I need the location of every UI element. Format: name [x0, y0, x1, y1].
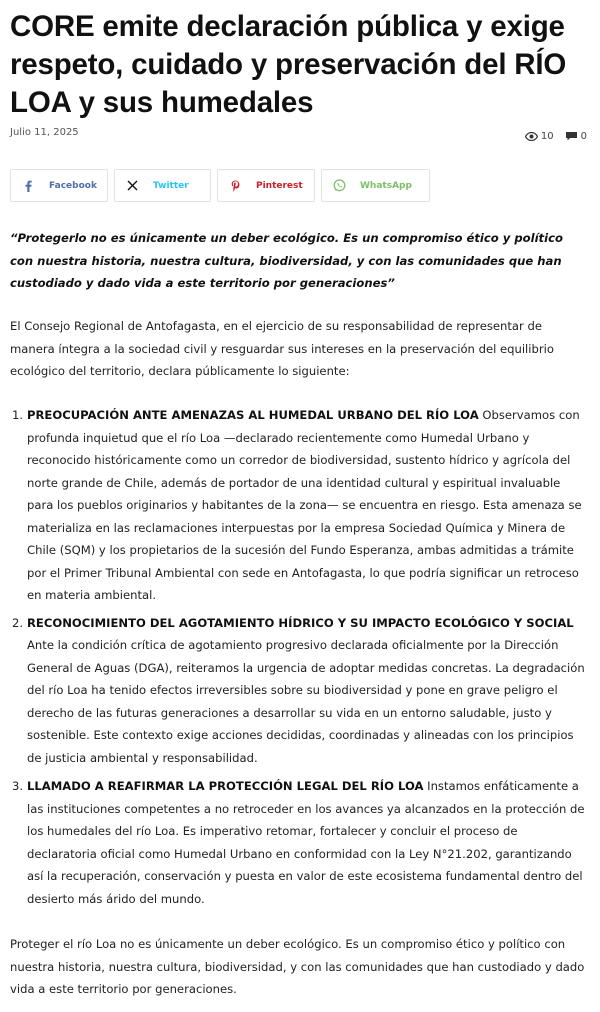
- list-item: [10, 612, 590, 770]
- share-pinterest-button[interactable]: [217, 169, 315, 202]
- article-title: CORE emite declaración pública y exige respeto, cuidado y preservación del RÍO LOA y sus humedales: [10, 10, 567, 119]
- share-whatsapp-label: WhatsApp: [360, 180, 412, 191]
- list-item-heading: RECONOCIMIENTO DEL AGOTAMIENTO HÍDRICO Y SU IMPACTO ECOLÓGICO Y SOCIAL: [27, 615, 574, 630]
- pinterest-icon: [218, 180, 252, 192]
- facebook-icon: [11, 180, 45, 192]
- article-meta: [10, 127, 590, 143]
- whatsapp-icon: [322, 179, 356, 192]
- list-item-text: Instamos enfáticamente a las instituciones competentes a no retroceder en los avances ya alcanzados en la protección de los humedales del río Loa. Es imperativo retomar, fortalecer y concluir el proceso de declaratoria oficial como Humedal Urbano en conformidad con la Ley N°21.202, garantizando así la recuperación, conservación y puesta en valor de este ecosistema fundamental dentro del desierto más árido del mundo.: [27, 779, 585, 906]
- views-count: 10: [540, 131, 554, 142]
- share-whatsapp-button[interactable]: [321, 169, 430, 202]
- list-item-heading: PREOCUPACIÓN ANTE AMENAZAS AL HUMEDAL URBANO DEL RÍO LOA: [27, 408, 479, 422]
- pull-quote: “Protegerlo no es únicamente un deber ecológico. Es un compromiso ético y político con nuestra historia, nuestra cultura, biodiversidad, y con las comunidades que han custodiado y dado vida a este territorio por generaciones”: [10, 231, 563, 290]
- list-item-number: 3.: [12, 779, 24, 793]
- list-item-text: Observamos con profunda inquietud que el río Loa —declarado recientemente como Humedal Urbano y reconocido históricamente como un corredor de biodiversidad, sustento hídrico y agrícola del norte grande de Chile, además de portador de una identidad cultural y espiritual invaluable para los pueblos originarios y habitantes de la zona— se encuentra en riesgo. Esta amenaza se materializa en las reclamaciones interpuestas por la empresa Sociedad Química y Minera de Chile (SQM) y los propietarios de la sucesión del Fundo Esperanza, ambas admitidas a trámite por el Primer Tribunal Ambiental con sede en Antofagasta, lo que podría significar un retroceso en materia ambiental.: [27, 408, 582, 602]
- closing-paragraph: Proteger el río Loa no es únicamente un deber ecológico. Es un compromiso ético y político con nuestra historia, nuestra cultura, biodiversidad, y con las comunidades que han custodiado y dado vida a este territorio por generaciones.: [10, 937, 585, 996]
- list-item-heading: LLAMADO A REAFIRMAR LA PROTECCIÓN LEGAL DEL RÍO LOA: [27, 779, 424, 793]
- list-item: [10, 775, 590, 910]
- intro-paragraph: El Consejo Regional de Antofagasta, en el ejercicio de su responsabilidad de representar de manera íntegra a la sociedad civil y resguardar sus intereses en la preservación del equilibrio ecológico del territorio, declara públicamente lo siguiente:: [10, 319, 554, 378]
- share-bar: [10, 169, 436, 202]
- share-twitter-button[interactable]: [114, 169, 211, 202]
- comments-count[interactable]: 0: [580, 131, 587, 142]
- list-item-number: 1.: [12, 408, 24, 422]
- publish-date: Julio 11, 2025: [10, 127, 79, 138]
- list-item: [10, 404, 590, 607]
- share-facebook-button[interactable]: [10, 169, 108, 202]
- share-pinterest-label: Pinterest: [256, 180, 303, 191]
- declaration-list: [10, 404, 590, 910]
- eye-icon: [525, 132, 538, 141]
- share-facebook-label: Facebook: [49, 180, 97, 191]
- x-icon: [115, 180, 149, 191]
- list-item-text: Ante la condición crítica de agotamiento progresivo declarada oficialmente por la Dirección General de Aguas (DGA), reiteramos la urgencia de adoptar medidas concretas. La degradación del río Loa ha tenido efectos irreversibles sobre su biodiversidad y pone en grave peligro el derecho de las futuras generaciones a desarrollar su vida en un entorno saludable, justo y sostenible. Este contexto exige acciones decididas, coordinadas y alineadas con los principios de justicia ambiental y responsabilidad.: [27, 638, 585, 765]
- comment-icon[interactable]: [566, 132, 577, 141]
- share-twitter-label: Twitter: [153, 180, 189, 191]
- article-stats: [525, 131, 587, 142]
- list-item-number: 2.: [12, 615, 24, 630]
